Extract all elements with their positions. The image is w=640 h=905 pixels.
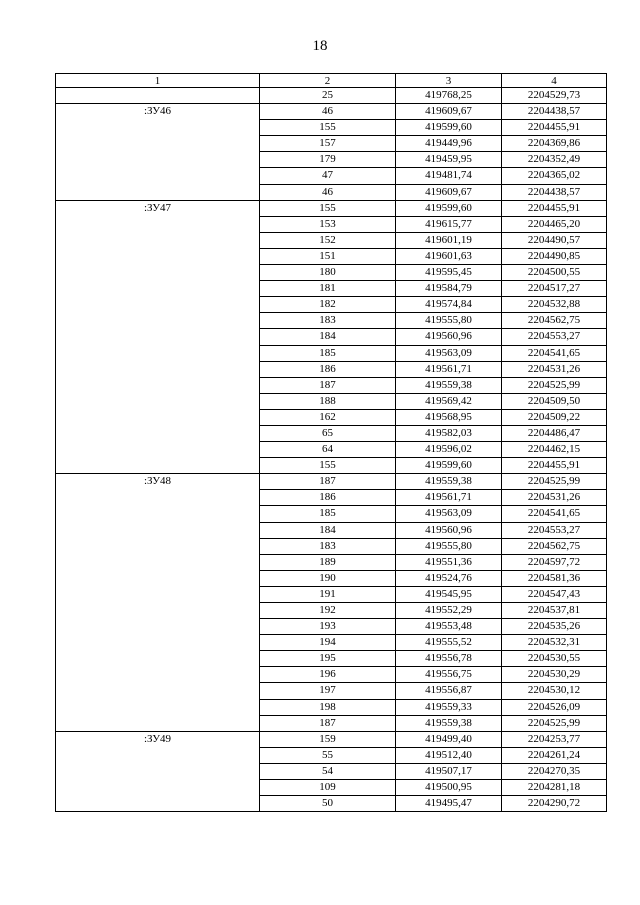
point-number-cell: 197 xyxy=(260,683,396,699)
x-coordinate-cell: 419512,40 xyxy=(396,747,502,763)
x-coordinate-cell: 419768,25 xyxy=(396,88,502,104)
point-number-cell: 155 xyxy=(260,120,396,136)
x-coordinate-cell: 419595,45 xyxy=(396,265,502,281)
y-coordinate-cell: 2204531,26 xyxy=(502,490,607,506)
x-coordinate-cell: 419556,78 xyxy=(396,651,502,667)
point-number-cell: 183 xyxy=(260,313,396,329)
point-number-cell: 188 xyxy=(260,393,396,409)
parcel-label: :ЗУ46 xyxy=(56,104,260,201)
column-header: 4 xyxy=(502,74,607,88)
point-number-cell: 55 xyxy=(260,747,396,763)
y-coordinate-cell: 2204509,22 xyxy=(502,409,607,425)
y-coordinate-cell: 2204597,72 xyxy=(502,554,607,570)
point-number-cell: 185 xyxy=(260,506,396,522)
x-coordinate-cell: 419561,71 xyxy=(396,361,502,377)
point-number-cell: 25 xyxy=(260,88,396,104)
x-coordinate-cell: 419601,63 xyxy=(396,248,502,264)
x-coordinate-cell: 419545,95 xyxy=(396,586,502,602)
x-coordinate-cell: 419555,52 xyxy=(396,635,502,651)
coordinates-table xyxy=(55,73,607,812)
x-coordinate-cell: 419459,95 xyxy=(396,152,502,168)
x-coordinate-cell: 419555,80 xyxy=(396,538,502,554)
y-coordinate-cell: 2204261,24 xyxy=(502,747,607,763)
column-header: 2 xyxy=(260,74,396,88)
x-coordinate-cell: 419507,17 xyxy=(396,763,502,779)
x-coordinate-cell: 419609,67 xyxy=(396,104,502,120)
point-number-cell: 47 xyxy=(260,168,396,184)
point-number-cell: 179 xyxy=(260,152,396,168)
column-header: 1 xyxy=(56,74,260,88)
y-coordinate-cell: 2204525,99 xyxy=(502,715,607,731)
y-coordinate-cell: 2204253,77 xyxy=(502,731,607,747)
y-coordinate-cell: 2204365,02 xyxy=(502,168,607,184)
point-number-cell: 185 xyxy=(260,345,396,361)
x-coordinate-cell: 419582,03 xyxy=(396,425,502,441)
x-coordinate-cell: 419596,02 xyxy=(396,442,502,458)
point-number-cell: 46 xyxy=(260,184,396,200)
x-coordinate-cell: 419556,75 xyxy=(396,667,502,683)
y-coordinate-cell: 2204581,36 xyxy=(502,570,607,586)
point-number-cell: 162 xyxy=(260,409,396,425)
table-row xyxy=(56,104,607,120)
x-coordinate-cell: 419609,67 xyxy=(396,184,502,200)
x-coordinate-cell: 419568,95 xyxy=(396,409,502,425)
y-coordinate-cell: 2204352,49 xyxy=(502,152,607,168)
x-coordinate-cell: 419524,76 xyxy=(396,570,502,586)
point-number-cell: 65 xyxy=(260,425,396,441)
x-coordinate-cell: 419599,60 xyxy=(396,200,502,216)
x-coordinate-cell: 419551,36 xyxy=(396,554,502,570)
x-coordinate-cell: 419556,87 xyxy=(396,683,502,699)
point-number-cell: 151 xyxy=(260,248,396,264)
y-coordinate-cell: 2204525,99 xyxy=(502,474,607,490)
x-coordinate-cell: 419555,80 xyxy=(396,313,502,329)
y-coordinate-cell: 2204525,99 xyxy=(502,377,607,393)
point-number-cell: 195 xyxy=(260,651,396,667)
point-number-cell: 183 xyxy=(260,538,396,554)
x-coordinate-cell: 419584,79 xyxy=(396,281,502,297)
x-coordinate-cell: 419499,40 xyxy=(396,731,502,747)
point-number-cell: 192 xyxy=(260,603,396,619)
x-coordinate-cell: 419563,09 xyxy=(396,345,502,361)
y-coordinate-cell: 2204553,27 xyxy=(502,329,607,345)
point-number-cell: 194 xyxy=(260,635,396,651)
y-coordinate-cell: 2204526,09 xyxy=(502,699,607,715)
point-number-cell: 190 xyxy=(260,570,396,586)
parcel-label: :ЗУ47 xyxy=(56,200,260,474)
x-coordinate-cell: 419552,29 xyxy=(396,603,502,619)
point-number-cell: 181 xyxy=(260,281,396,297)
y-coordinate-cell: 2204541,65 xyxy=(502,506,607,522)
point-number-cell: 64 xyxy=(260,442,396,458)
y-coordinate-cell: 2204532,88 xyxy=(502,297,607,313)
point-number-cell: 152 xyxy=(260,232,396,248)
point-number-cell: 153 xyxy=(260,216,396,232)
point-number-cell: 54 xyxy=(260,763,396,779)
x-coordinate-cell: 419560,96 xyxy=(396,329,502,345)
x-coordinate-cell: 419615,77 xyxy=(396,216,502,232)
point-number-cell: 184 xyxy=(260,329,396,345)
y-coordinate-cell: 2204530,55 xyxy=(502,651,607,667)
x-coordinate-cell: 419500,95 xyxy=(396,780,502,796)
x-coordinate-cell: 419559,38 xyxy=(396,377,502,393)
point-number-cell: 191 xyxy=(260,586,396,602)
y-coordinate-cell: 2204490,85 xyxy=(502,248,607,264)
point-number-cell: 186 xyxy=(260,490,396,506)
y-coordinate-cell: 2204462,15 xyxy=(502,442,607,458)
x-coordinate-cell: 419559,38 xyxy=(396,715,502,731)
y-coordinate-cell: 2204562,75 xyxy=(502,538,607,554)
parcel-label: :ЗУ49 xyxy=(56,731,260,811)
y-coordinate-cell: 2204562,75 xyxy=(502,313,607,329)
y-coordinate-cell: 2204270,35 xyxy=(502,763,607,779)
x-coordinate-cell: 419599,60 xyxy=(396,458,502,474)
table-row xyxy=(56,474,607,490)
y-coordinate-cell: 2204465,20 xyxy=(502,216,607,232)
y-coordinate-cell: 2204541,65 xyxy=(502,345,607,361)
y-coordinate-cell: 2204531,26 xyxy=(502,361,607,377)
y-coordinate-cell: 2204530,12 xyxy=(502,683,607,699)
point-number-cell: 159 xyxy=(260,731,396,747)
table-body xyxy=(56,74,607,812)
point-number-cell: 187 xyxy=(260,715,396,731)
table-row xyxy=(56,731,607,747)
y-coordinate-cell: 2204500,55 xyxy=(502,265,607,281)
y-coordinate-cell: 2204455,91 xyxy=(502,458,607,474)
point-number-cell: 155 xyxy=(260,200,396,216)
x-coordinate-cell: 419559,38 xyxy=(396,474,502,490)
y-coordinate-cell: 2204535,26 xyxy=(502,619,607,635)
x-coordinate-cell: 419495,47 xyxy=(396,796,502,812)
y-coordinate-cell: 2204547,43 xyxy=(502,586,607,602)
y-coordinate-cell: 2204532,31 xyxy=(502,635,607,651)
y-coordinate-cell: 2204537,81 xyxy=(502,603,607,619)
x-coordinate-cell: 419569,42 xyxy=(396,393,502,409)
point-number-cell: 50 xyxy=(260,796,396,812)
x-coordinate-cell: 419560,96 xyxy=(396,522,502,538)
point-number-cell: 46 xyxy=(260,104,396,120)
page-number: 18 xyxy=(312,38,328,54)
table-row xyxy=(56,88,607,104)
y-coordinate-cell: 2204438,57 xyxy=(502,104,607,120)
parcel-label: :ЗУ48 xyxy=(56,474,260,732)
column-header: 3 xyxy=(396,74,502,88)
point-number-cell: 196 xyxy=(260,667,396,683)
header-row xyxy=(56,74,607,88)
y-coordinate-cell: 2204529,73 xyxy=(502,88,607,104)
y-coordinate-cell: 2204486,47 xyxy=(502,425,607,441)
y-coordinate-cell: 2204530,29 xyxy=(502,667,607,683)
y-coordinate-cell: 2204281,18 xyxy=(502,780,607,796)
y-coordinate-cell: 2204455,91 xyxy=(502,200,607,216)
x-coordinate-cell: 419601,19 xyxy=(396,232,502,248)
x-coordinate-cell: 419559,33 xyxy=(396,699,502,715)
y-coordinate-cell: 2204290,72 xyxy=(502,796,607,812)
point-number-cell: 187 xyxy=(260,377,396,393)
x-coordinate-cell: 419563,09 xyxy=(396,506,502,522)
point-number-cell: 198 xyxy=(260,699,396,715)
x-coordinate-cell: 419561,71 xyxy=(396,490,502,506)
x-coordinate-cell: 419574,84 xyxy=(396,297,502,313)
x-coordinate-cell: 419449,96 xyxy=(396,136,502,152)
y-coordinate-cell: 2204490,57 xyxy=(502,232,607,248)
point-number-cell: 186 xyxy=(260,361,396,377)
x-coordinate-cell: 419599,60 xyxy=(396,120,502,136)
point-number-cell: 184 xyxy=(260,522,396,538)
y-coordinate-cell: 2204517,27 xyxy=(502,281,607,297)
parcel-label xyxy=(56,88,260,104)
point-number-cell: 155 xyxy=(260,458,396,474)
y-coordinate-cell: 2204438,57 xyxy=(502,184,607,200)
point-number-cell: 180 xyxy=(260,265,396,281)
x-coordinate-cell: 419481,74 xyxy=(396,168,502,184)
point-number-cell: 182 xyxy=(260,297,396,313)
y-coordinate-cell: 2204369,86 xyxy=(502,136,607,152)
point-number-cell: 189 xyxy=(260,554,396,570)
point-number-cell: 109 xyxy=(260,780,396,796)
x-coordinate-cell: 419553,48 xyxy=(396,619,502,635)
point-number-cell: 157 xyxy=(260,136,396,152)
y-coordinate-cell: 2204553,27 xyxy=(502,522,607,538)
y-coordinate-cell: 2204509,50 xyxy=(502,393,607,409)
table-row xyxy=(56,200,607,216)
y-coordinate-cell: 2204455,91 xyxy=(502,120,607,136)
point-number-cell: 193 xyxy=(260,619,396,635)
point-number-cell: 187 xyxy=(260,474,396,490)
